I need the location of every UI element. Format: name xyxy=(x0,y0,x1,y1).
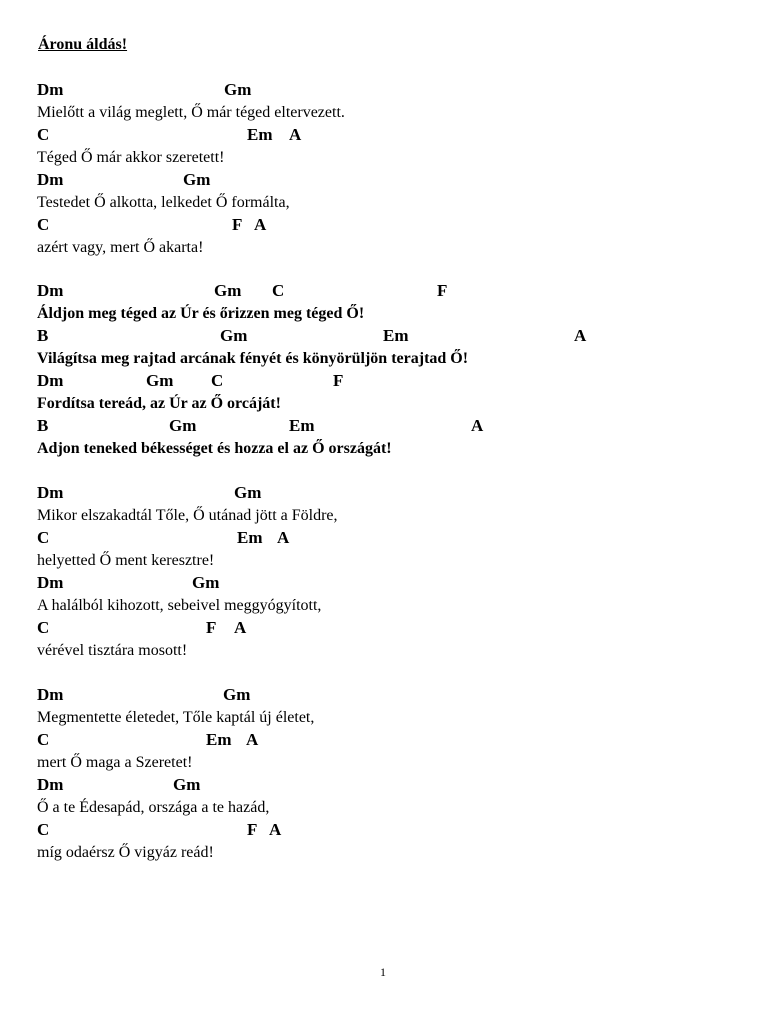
chord: B xyxy=(37,326,49,345)
chord: C xyxy=(37,125,50,144)
song-title: Áronu áldás! xyxy=(38,36,128,53)
chord: C xyxy=(37,820,50,839)
chord: Em xyxy=(237,528,263,547)
chord-line xyxy=(0,125,768,145)
chord-line xyxy=(0,416,768,436)
chord: Em xyxy=(206,730,232,749)
chord: A xyxy=(471,416,484,435)
chord-line xyxy=(0,215,768,235)
chord: Dm xyxy=(37,573,64,592)
chord: C xyxy=(37,215,50,234)
chord-line xyxy=(0,775,768,795)
chord: F xyxy=(247,820,258,839)
chord: C xyxy=(272,281,285,300)
chord-line xyxy=(0,80,768,100)
chord: Dm xyxy=(37,281,64,300)
chord: Gm xyxy=(223,685,251,704)
chord-line xyxy=(0,170,768,190)
chord: Em xyxy=(289,416,315,435)
chord: A xyxy=(277,528,290,547)
lyric-line: helyetted Ő ment keresztre! xyxy=(37,552,215,569)
chord: Gm xyxy=(183,170,211,189)
chord: Gm xyxy=(220,326,248,345)
lyric-line: Ő a te Édesapád, országa a te hazád, xyxy=(37,799,270,816)
chord-line xyxy=(0,573,768,593)
lyric-line: Mikor elszakadtál Tőle, Ő utánad jött a Földre, xyxy=(37,507,338,524)
lyric-line: Mielőtt a világ meglett, Ő már téged eltervezett. xyxy=(37,104,345,121)
lyric-line: azért vagy, mert Ő akarta! xyxy=(37,239,204,256)
chord-line xyxy=(0,685,768,705)
chord: Em xyxy=(383,326,409,345)
lyric-line: míg odaérsz Ő vigyáz reád! xyxy=(37,844,214,861)
chord: Gm xyxy=(214,281,242,300)
chord: Gm xyxy=(224,80,252,99)
chord: Gm xyxy=(173,775,201,794)
chord: Dm xyxy=(37,483,64,502)
chord: F xyxy=(206,618,217,637)
chord-line xyxy=(0,483,768,503)
chord: A xyxy=(574,326,587,345)
chord: Dm xyxy=(37,371,64,390)
page-number: 1 xyxy=(380,965,386,979)
lyric-line: Adjon teneked békességet és hozza el az Ő országát! xyxy=(37,440,392,457)
chord: F xyxy=(232,215,243,234)
lyric-line: Testedet Ő alkotta, lelkedet Ő formálta, xyxy=(37,194,290,211)
chord-line xyxy=(0,371,768,391)
lyric-line: Fordítsa tereád, az Úr az Ő orcáját! xyxy=(37,395,281,412)
chord: C xyxy=(37,528,50,547)
lyric-line: vérével tisztára mosott! xyxy=(37,642,188,659)
lyric-line: Téged Ő már akkor szeretett! xyxy=(37,149,225,166)
chord-line xyxy=(0,281,768,301)
chord: C xyxy=(37,730,50,749)
chord: Dm xyxy=(37,170,64,189)
chord: Gm xyxy=(192,573,220,592)
chord: Em xyxy=(247,125,273,144)
chord: A xyxy=(246,730,259,749)
chord: A xyxy=(254,215,267,234)
chord: Gm xyxy=(234,483,262,502)
chord: Gm xyxy=(169,416,197,435)
chord: B xyxy=(37,416,49,435)
lyric-line: A halálból kihozott, sebeivel meggyógyított, xyxy=(37,597,322,614)
chord: C xyxy=(37,618,50,637)
chord: Dm xyxy=(37,80,64,99)
chord: Dm xyxy=(37,685,64,704)
chord: Gm xyxy=(146,371,174,390)
chord-line xyxy=(0,730,768,750)
chord: C xyxy=(211,371,224,390)
chord: A xyxy=(234,618,247,637)
chord-line xyxy=(0,528,768,548)
lyric-line: Áldjon meg téged az Úr és őrizzen meg téged Ő! xyxy=(37,305,365,322)
chord-line xyxy=(0,618,768,638)
chord: F xyxy=(437,281,448,300)
lyric-line: mert Ő maga a Szeretet! xyxy=(37,754,193,771)
lyric-line: Világítsa meg rajtad arcának fényét és könyörüljön terajtad Ő! xyxy=(37,350,469,367)
chord: A xyxy=(269,820,282,839)
chord-line xyxy=(0,820,768,840)
chord: Dm xyxy=(37,775,64,794)
lyric-line: Megmentette életedet, Tőle kaptál új életet, xyxy=(37,709,315,726)
chord-line xyxy=(0,326,768,346)
chord: A xyxy=(289,125,302,144)
chord: F xyxy=(333,371,344,390)
